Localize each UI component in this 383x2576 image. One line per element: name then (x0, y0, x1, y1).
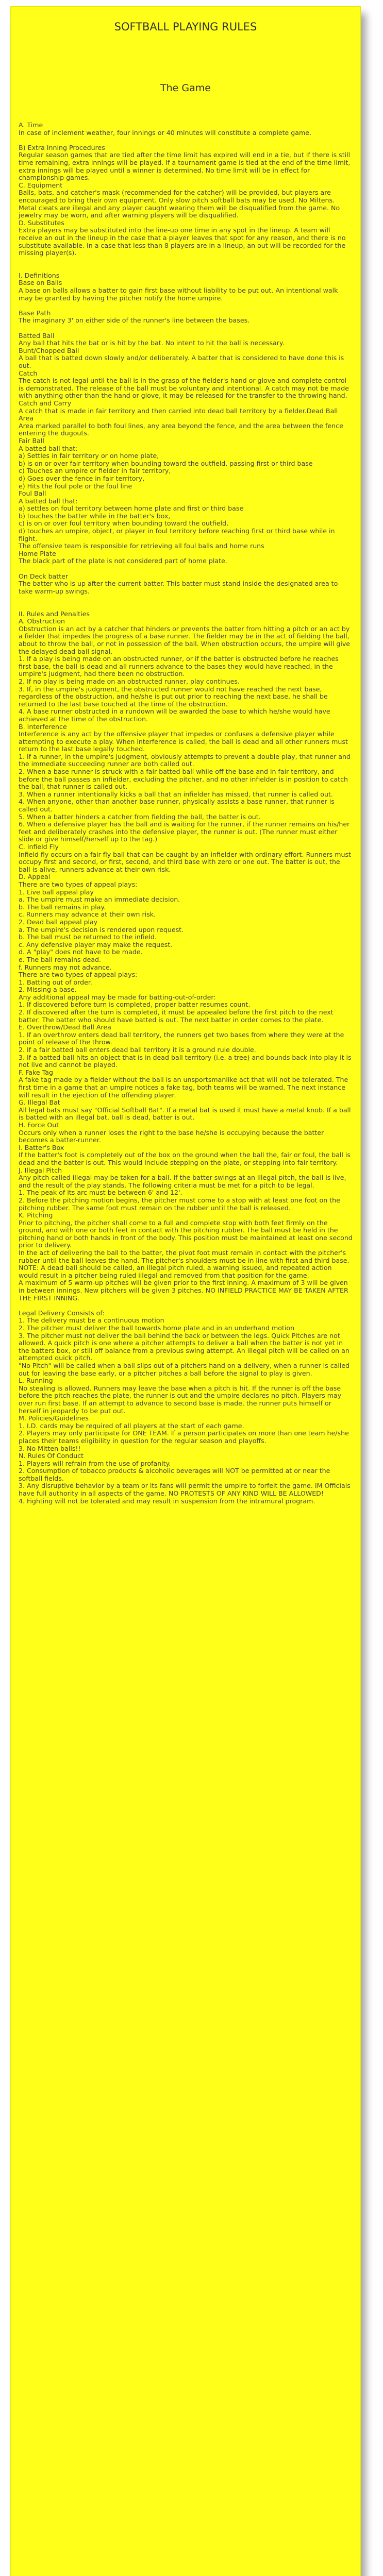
rules-page (10, 6, 361, 2576)
document-title: SOFTBALL PLAYING RULES (114, 21, 257, 33)
section-title: The Game (160, 82, 211, 94)
rules-body-text: A. Time In case of inclement weather, four innings or 40 minutes will constitute a complete game. B) Extra Inning Procedures Regular season games that are tied after the time limit has expired will end in a tie, but if there is still time remaining, extra innings will be played. If a tournament game is tied at the end of the time limit, extra innings will be played until a winner is determined. No time limit will be in effect for championship games. C. Equipment Balls, bats, and catcher's mask (recommended for the catcher) will be provided, but players are encouraged to bring their own equipment. Only slow pitch softball bats may be used. No Miltens. Metal cleats are illegal and any player caught wearing them will be disqualified from the game. No jewelry may be worn, and after warning players will be disqualified. D. Substitutes Extra players may be substituted into the line-up one time in any spot in the lineup. A team will receive an out in the lineup in the case that a player leaves that spot for any reason, and there is no substitute available. In a case that less than 8 players are in a lineup, an out will be recorded for the missing player(s). I. Definitions Base on Balls A base on balls allows a batter to gain first base without liability to be put out. An intentional walk may be granted by having the pitcher notify the home umpire. Base Path The imaginary 3' on either side of the runner's line between the bases. Batted Ball Any ball that hits the bat or is hit by the bat. No intent to hit the ball is necessary. Bunt/Chopped Ball A ball that is batted down slowly and/or deliberately. A batter that is considered to have done this is out. Catch The catch is not legal until the ball is in the grasp of the fielder's hand or glove and complete control is demonstrated. The release of the ball must be voluntary and intentional. A catch may not be made with anything other than the hand or glove, it may be released for the transfer to the throwing hand. Catch and Carry A catch that is made in fair territory and then carried into dead ball territory by a fielder.Dead Ball Area Area marked parallel to both foul lines, any area beyond the fence, and the area between the fence entering the dugouts. Fair Ball A batted ball that: a) Settles in fair territory or on home plate, b) is on or over fair territory when bounding toward the outfield, passing first or third base c) Touches an umpire or fielder in fair territory, d) Goes over the fence in fair territory, e) Hits the foul pole or the foul line Foul Ball A batted ball that: a) settles on foul territory between home plate and first or third base b) touches the batter while in the batter's box, c) is on or over foul territory when bounding toward the outfield, d) touches an umpire, object, or player in foul territory before reaching first or third base while in flight. The offensive team is responsible for retrieving all foul balls and home runs Home Plate The black part of the plate is not considered part of home plate. On Deck batter The batter who is up after the current batter. This batter must stand inside the designated area to take warm-up swings. II. Rules and Penalties A. Obstruction Obstruction is an act by a catcher that hinders or prevents the batter from hitting a pitch or an act by a fielder that impedes the progress of a base runner. The fielder may be in the act of fielding the ball, about to throw the ball, or not in possession of the ball. When obstruction occurs, the umpire will give the delayed dead ball signal. 1. If a play is being made on an obstructed runner, or if the batter is obstructed before he reaches first base, the ball is dead and all runners advance to the bases they would have reached, in the umpire's judgment, had there been no obstruction. 2. If no play is being made on an obstructed runner, play continues. 3. If, in the umpire's judgment, the obstructed runner would not have reached the next base, regardless of the obstruction, and he/she is put out prior to reaching the next base, he shall be returned to the last base touched at the time of the obstruction. 4. A base runner obstructed in a rundown will be awarded the base to which he/she would have achieved at the time of the obstruction. B. Interference Interference is any act by the offensive player that impedes or confuses a defensive player while attempting to execute a play. When interference is called, the ball is dead and all other runners must return to the last base legally touched. 1. If a runner, in the umpire's judgment, obviously attempts to prevent a double play, that runner and the immediate succeeding runner are both called out. 2. When a base runner is struck with a fair batted ball while off the base and in fair territory, and before the ball passes an infielder, excluding the pitcher, and no other infielder is in position to catch the ball, that runner is called out. 3. When a runner intentionally kicks a ball that an infielder has missed, that runner is called out. 4. When anyone, other than another base runner, physically assists a base runner, that runner is called out. 5. When a batter hinders a catcher from fielding the ball, the batter is out. 6. When a defensive player has the ball and is waiting for the runner, if the runner remains on his/her feet and deliberately crashes into the defensive player, the runner is out. (The runner must either slide or give himself/herself up to the tag.) C. Infield Fly Infield fly occurs on a fair fly ball that can be caught by an infielder with ordinary effort. Runners must occupy first and second, or first, second, and third base with zero or one out. The batter is out, the ball is alive, runners advance at their own risk. D. Appeal There are two types of appeal plays: 1. Live ball appeal play a. The umpire must make an immediate decision. b. The ball remains in play. c. Runners may advance at their own risk. 2. Dead ball appeal play a. The umpire's decision is rendered upon request. b. The ball must be returned to the infield. c. Any defensive player may make the request. d. A "play" does not have to be made. e. The ball remains dead. f. Runners may not advance. There are two types of appeal plays: 1. Batting out of order. 2. Missing a base. Any additional appeal may be made for batting-out-of-order: 1. If discovered before turn is completed, proper batter resumes count. 2. If discovered after the turn is completed, it must be appealed before the first pitch to the next batter. The batter who should have batted is out. The next batter in order comes to the plate. E. Overthrow/Dead Ball Area 1. If an overthrow enters dead ball territory, the runners get two bases from where they were at the point of release of the throw. 2. If a fair batted ball enters dead ball territory it is a ground rule double. 3. If a batted ball hits an object that is in dead ball territory (i.e. a tree) and bounds back into play it is not live and cannot be played. F. Fake Tag A fake tag made by a fielder without the ball is an unsportsmanlike act that will not be tolerated. The first time in a game that an umpire notices a fake tag, both teams will be warned. The next instance will result in the ejection of the offending player. G. Illegal Bat All legal bats must say "Official Softball Bat". If a metal bat is used it must have a metal knob. If a ball is batted with an illegal bat, ball is dead, batter is out. H. Force Out Occurs only when a runner loses the right to the base he/she is occupying because the batter becomes a batter-runner. I. Batter's Box If the batter's foot is completely out of the box on the ground when the ball the, fair or foul, the ball is dead and the batter is out. This would include stepping on the plate, or stepping into fair territory. J. Illegal Pitch Any pitch called illegal may be taken for a ball. If the batter swings at an illegal pitch, the ball is live, and the result of the play stands. The following criteria must be met for a pitch to be legal. 1. The peak of its arc must be between 6' and 12'. 2. Before the pitching motion begins, the pitcher must come to a stop with at least one foot on the pitching rubber. The same foot must remain on the rubber until the ball is released. K. Pitching Prior to pitching, the pitcher shall come to a full and complete stop with both feet firmly on the ground, and with one or both feet in contact with the pitching rubber. The ball must be held in the pitching hand or both hands in front of the body. This position must be maintained at least one second prior to delivery. In the act of delivering the ball to the batter, the pivot foot must remain in contact with the pitcher's rubber until the ball leaves the hand. The pitcher's shoulders must be in line with first and third base. NOTE: A dead ball should be called, an illegal pitch ruled, a warning issued, and repeated action would result in a pitcher being ruled illegal and removed from that position for the game. A maximum of 5 warm-up pitches will be given prior to the first inning. A maximum of 3 will be given in between innings. New pitchers will be given 3 pitches. NO INFIELD PRACTICE MAY BE TAKEN AFTER THE FIRST INNING. Legal Delivery Consists of: 1. The delivery must be a continuous motion 2. The pitcher must deliver the ball towards home plate and in an underhand motion 3. The pitcher must not deliver the ball behind the back or between the legs. Quick Pitches are not allowed. A quick pitch is one where a pitcher attempts to deliver a ball when the batter is not yet in the batters box, or still off balance from a previous swing attempt. An illegal pitch will be called on an attempted quick pitch. "No Pitch" will be called when a ball slips out of a pitchers hand on a delivery, when a runner is called out for leaving the base early, or a pitcher pitches a ball before the signal to play is given. L. Running No stealing is allowed. Runners may leave the base when a pitch is hit. If the runner is off the base before the pitch reaches the plate, the runner is out and the umpire declares no pitch. Players may over run first base. If an attempt to advance to second base is made, the runner puts himself or herself in jeopardy to be put out. M. Policies/Guidelines 1. I.D. cards may be required of all players at the start of each game. 2. Players may only participate for ONE TEAM. If a person participates on more than one team he/she places their teams eligibility in question for the regular season and playoffs. 3. No Mitten balls!! N. Rules Of Conduct 1. Players will refrain from the use of profanity. 2. Consumption of tobacco products & alcoholic beverages will NOT be permitted at or near the softball fields. 3. Any disruptive behavior by a team or its fans will permit the umpire to forfeit the game. IM Officials have full authority in all aspects of the game. NO PROTESTS OF ANY KIND WILL BE ALLOWED! 4. Fighting will not be tolerated and may result in suspension from the intramural program. (19, 121, 353, 1505)
